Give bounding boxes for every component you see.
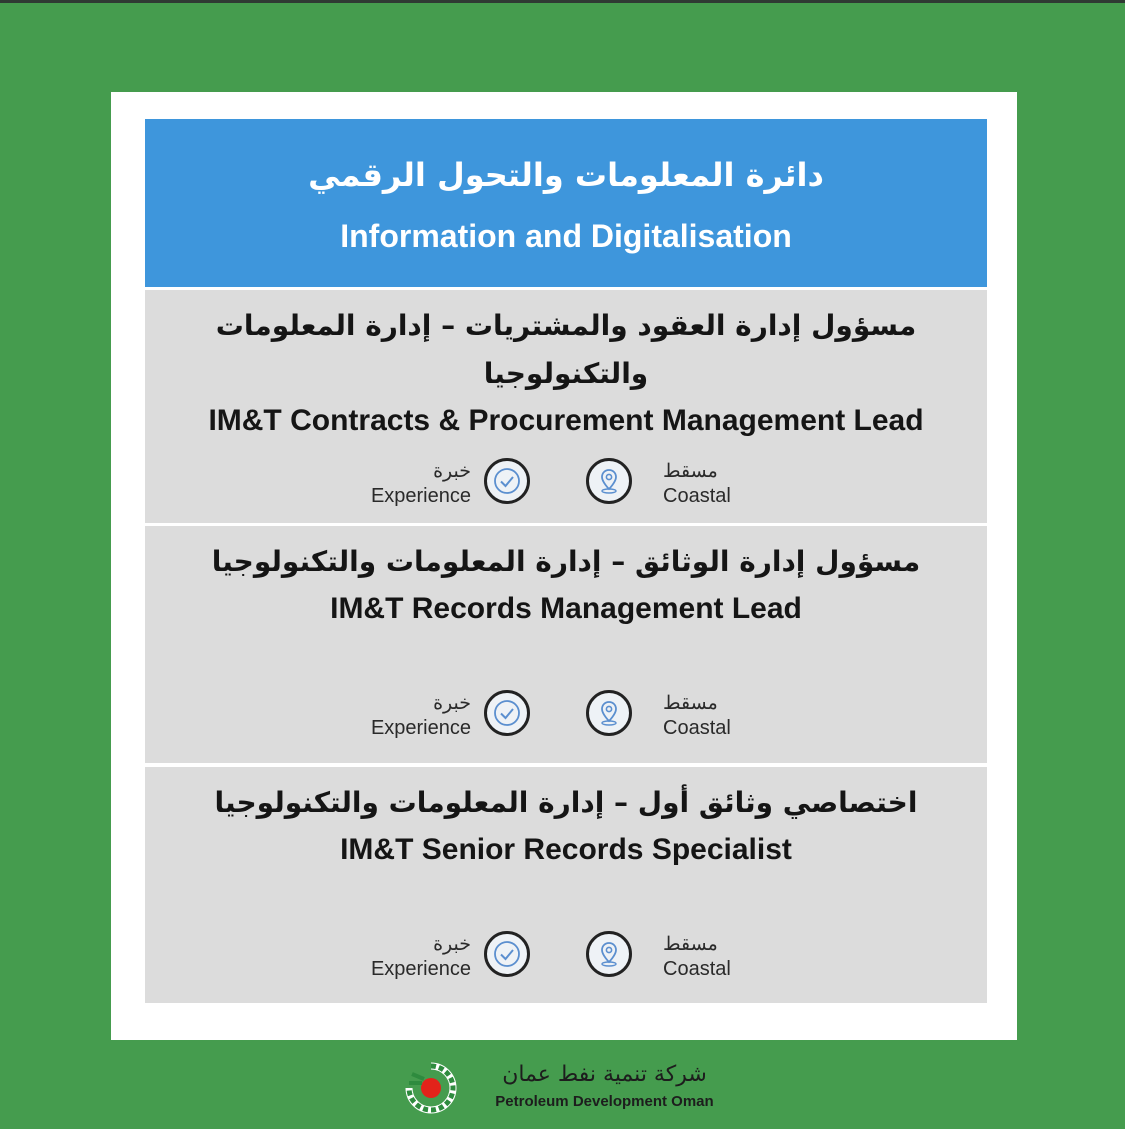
job-row[interactable]: [145, 767, 987, 1003]
experience-label-ar: خبرة: [433, 934, 471, 955]
top-border: [0, 0, 1125, 3]
job-row[interactable]: [145, 290, 987, 523]
job-title-en: IM&T Records Management Lead: [330, 592, 802, 625]
company-footer: [400, 1058, 730, 1118]
location-label-en: Coastal: [663, 485, 731, 507]
location-label: [663, 933, 731, 981]
location-label-en: Coastal: [663, 958, 731, 980]
job-meta: [145, 690, 987, 750]
experience-label-en: Experience: [370, 958, 471, 980]
location-label-ar: مسقط: [663, 461, 718, 482]
department-title-en: Information and Digitalisation: [340, 218, 792, 254]
job-meta: [145, 458, 987, 518]
experience-label: [371, 460, 471, 508]
check-circle-icon: [484, 931, 530, 977]
location-pin-icon: [586, 690, 632, 736]
check-circle-icon: [484, 458, 530, 504]
job-card: [111, 92, 1017, 1040]
experience-label: [371, 933, 471, 981]
location-pin-icon: [586, 458, 632, 504]
location-pin-icon: [586, 931, 632, 977]
job-title-en: IM&T Contracts & Procurement Management Lead: [208, 404, 924, 437]
job-meta: [145, 931, 987, 991]
job-row[interactable]: [145, 526, 987, 763]
location-label-ar: مسقط: [663, 693, 718, 714]
department-header: [145, 119, 987, 287]
location-label-en: Coastal: [663, 717, 731, 739]
location-label: [663, 692, 731, 740]
job-title-en: IM&T Senior Records Specialist: [340, 833, 792, 866]
experience-label-ar: خبرة: [433, 693, 471, 714]
experience-label-en: Experience: [370, 485, 471, 507]
location-label-ar: مسقط: [663, 934, 718, 955]
experience-label-en: Experience: [370, 717, 471, 739]
job-title-ar: مسؤول إدارة الوثائق – إدارة المعلومات والتكنولوجيا: [211, 545, 921, 578]
job-title-ar: مسؤول إدارة العقود والمشتريات – إدارة المعلومات والتكنولوجيا: [215, 309, 917, 390]
experience-label-ar: خبرة: [433, 461, 471, 482]
job-title-ar: اختصاصي وثائق أول – إدارة المعلومات والتكنولوجيا: [214, 786, 918, 819]
pdo-logo-icon: [400, 1061, 462, 1119]
department-title-ar: دائرة المعلومات والتحول الرقمي: [308, 156, 824, 194]
experience-label: [371, 692, 471, 740]
company-name-en: Petroleum Development Oman: [495, 1093, 714, 1110]
company-name-ar: شركة تنمية نفط عمان: [502, 1062, 707, 1087]
location-label: [663, 460, 731, 508]
check-circle-icon: [484, 690, 530, 736]
